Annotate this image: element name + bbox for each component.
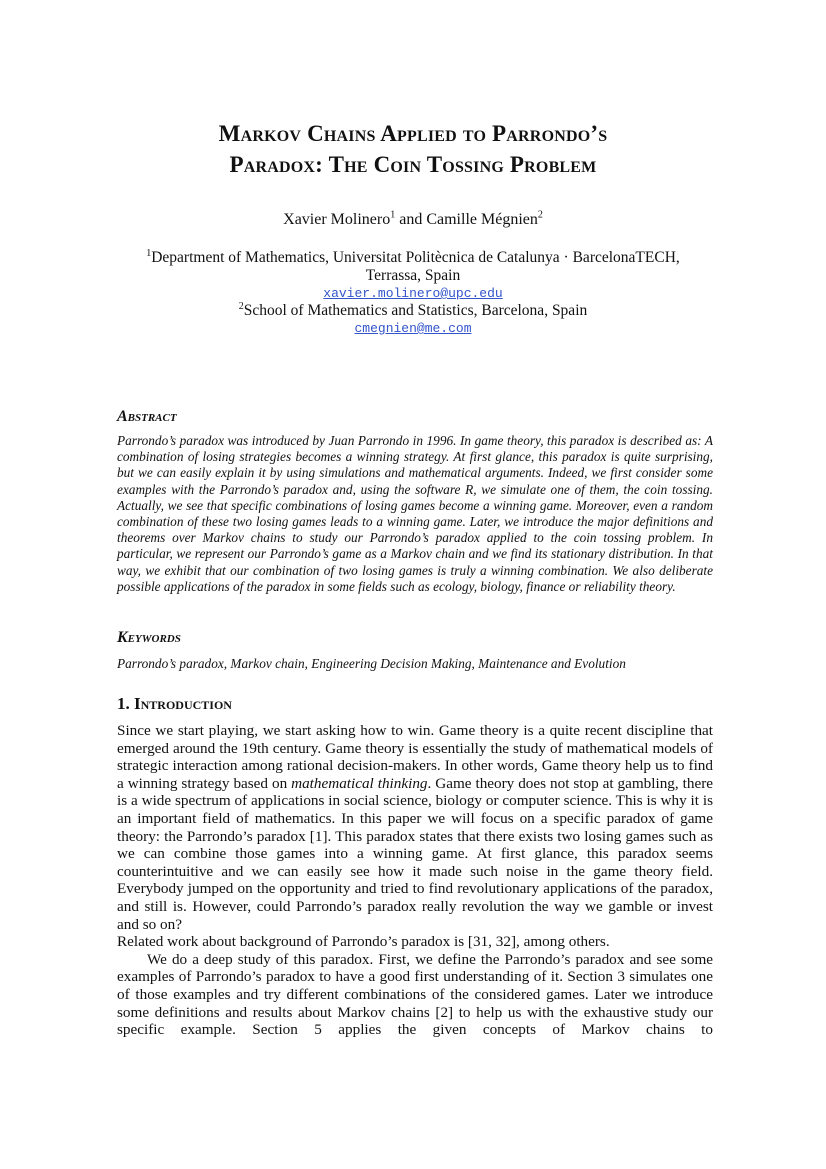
author-name: Camille Mégnien: [426, 211, 538, 228]
paragraph-text: . Game theory does not stop at gambling, there is a wide spectrum of applications in social science, biology or computer science. This is why it is an important field of mathematics. In this paper we will focus on a specific paradox of game theory: the Parrondo’s paradox [1]. This paradox states that there exists two losing games such as we can combine those games into a winning game. At first glance, this paradox seems counterintuitive and we can easily see how it made such noise in the game theory field. Everybody jumped on the opportunity and tried to find revolutionary applications of the paradox, and still is. However, could Parrondo’s paradox really revolution the way we gamble or invest and so on?: [117, 774, 713, 933]
author-name: Xavier Molinero: [283, 211, 391, 228]
abstract-text: Parrondo’s paradox was introduced by Juan Parrondo in 1996. In game theory, this paradox is described as: A combination of losing strategies becomes a winning strategy. At first glance, this paradox is quite surprising, but we can easily explain it by using simulations and mathematical arguments. Indeed, we first consider some examples with the Parrondo’s paradox and, using the software R, we simulate one of them, the coin tossing. Actually, we see that specific combinations of losing games become a winning game. Moreover, even a random combination of these two losing games leads to a winning game. Later, we introduce the major definitions and theorems over Markov chains to study our Parrondo’s paradox applied to the coin tossing problem. In particular, we represent our Parrondo’s game as a Markov chain and we find its stationary distribution. In that way, we exhibit that our combination of two losing games is truly a winning combination. We also deliberate possible applications of the paradox in some fields such as ecology, biology, finance or reliability theory.: [117, 433, 713, 594]
paragraph: Related work about background of Parrondo’s paradox is [31, 32], among others.: [117, 933, 610, 951]
authors: [100, 211, 726, 229]
affiliation-mark: 2: [238, 300, 244, 312]
title-line-2: Paradox: The Coin Tossing Problem: [229, 152, 597, 177]
abstract-heading: Abstract: [117, 408, 177, 425]
paragraph-text: Since we start playing, we start asking how to win. Game theory is a quite recent discipline that emerged around the 19th century. Game theory is essentially the study of mathematical models of strategic interaction among rational decision-makers. In other words, Game theory help us to find a winning strategy based on: [117, 722, 713, 792]
introduction-body: [117, 722, 713, 1039]
section-heading-introduction: 1. Introduction: [117, 694, 232, 713]
affiliation-text: Department of Mathematics, Universitat Politècnica de Catalunya · BarcelonaTECH,: [151, 249, 680, 266]
affiliation-mark: 2: [537, 209, 543, 221]
title-line-1: Markov Chains Applied to Parrondo’s: [218, 121, 608, 146]
email-link[interactable]: xavier.molinero@upc.edu: [323, 286, 503, 301]
affiliation-1: [100, 249, 726, 267]
affiliation-2: [100, 302, 726, 320]
paragraph: [117, 722, 713, 933]
keywords-text: Parrondo’s paradox, Markov chain, Engineering Decision Making, Maintenance and Evolution: [117, 656, 626, 671]
email-link[interactable]: cmegnien@me.com: [354, 321, 472, 336]
affiliation-mark: 1: [146, 247, 152, 259]
keywords-heading: Keywords: [117, 629, 181, 646]
affiliation-mark: 1: [390, 209, 396, 221]
affiliation-text: School of Mathematics and Statistics, Barcelona, Spain: [243, 302, 588, 319]
author-connector: and: [395, 211, 427, 228]
affiliations: [100, 249, 726, 337]
emphasis-text: mathematical thinking: [291, 774, 428, 792]
paragraph: We do a deep study of this paradox. First, we define the Parrondo’s paradox and see some examples of Parrondo’s paradox to have a good first understanding of it. Section 3 simulates one of those examples and try different combinations of the considered games. Later we introduce some definitions and results about Markov chains [2] to help us with the exhaustive study our specific example. Section 5 applies the given concepts of Markov chains to: [117, 950, 713, 1039]
paper-title: [100, 118, 726, 180]
affiliation-location: Terrassa, Spain: [365, 267, 461, 284]
